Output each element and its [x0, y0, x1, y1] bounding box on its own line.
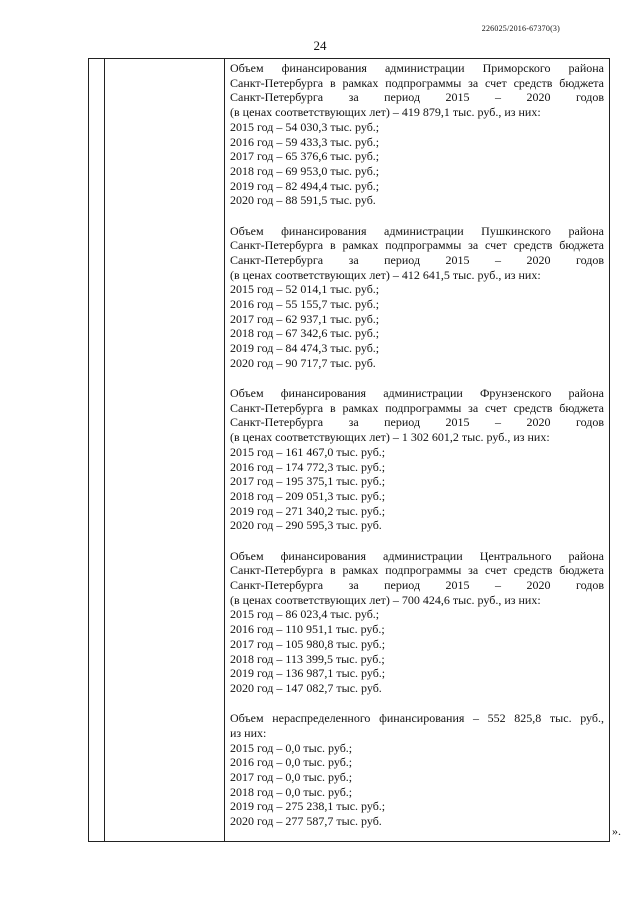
table-column-divider-2 — [224, 59, 225, 841]
year-amount-line: 2018 год – 0,0 тыс. руб.; — [230, 784, 353, 799]
financing-block — [230, 711, 604, 829]
year-amount-line: 2020 год – 277 587,7 тыс. руб. — [230, 814, 382, 829]
year-amount-line: 2016 год – 59 433,3 тыс. руб.; — [230, 134, 380, 149]
year-amount-line: 2020 год – 88 591,5 тыс. руб. — [230, 193, 376, 208]
year-amount-line: 2015 год – 0,0 тыс. руб.; — [230, 740, 353, 755]
total-line: (в ценах соответствующих лет) – 1 302 601,2 тыс. руб., из них: — [230, 430, 550, 445]
financing-text-cell — [230, 61, 604, 829]
year-amount-line: 2017 год – 62 937,1 тыс. руб.; — [230, 311, 380, 326]
justified-line: Санкт-Петербурга за период 2015 – 2020 годов — [230, 578, 604, 592]
year-amount-line: 2020 год – 90 717,7 тыс. руб. — [230, 355, 376, 370]
year-amount-line: 2016 год – 174 772,3 тыс. руб.; — [230, 459, 386, 474]
year-amount-line: 2017 год – 195 375,1 тыс. руб.; — [230, 474, 386, 489]
justified-line: Объем финансирования администрации Пушкинского района — [230, 223, 604, 238]
table-column-divider-1 — [104, 59, 105, 841]
total-line: из них: — [230, 725, 267, 740]
page-number: 24 — [313, 38, 327, 53]
year-amount-line: 2017 год – 65 376,6 тыс. руб.; — [230, 149, 380, 164]
justified-line: Объем финансирования администрации Центрального района — [230, 548, 604, 563]
year-amount-line: 2016 год – 55 155,7 тыс. руб.; — [230, 297, 380, 312]
financing-block — [230, 549, 604, 696]
justified-line: Санкт-Петербурга за период 2015 – 2020 годов — [230, 415, 604, 430]
year-amount-line: 2018 год – 209 051,3 тыс. руб.; — [230, 488, 386, 503]
year-amount-line: 2016 год – 0,0 тыс. руб.; — [230, 755, 353, 770]
justified-line: Санкт-Петербурга за период 2015 – 2020 годов — [230, 90, 604, 105]
financing-block — [230, 61, 604, 208]
justified-line: Санкт-Петербурга в рамках подпрограммы за счет средств бюджета — [230, 563, 604, 578]
year-amount-line: 2019 год – 271 340,2 тыс. руб.; — [230, 503, 386, 518]
year-amount-line: 2018 год – 113 399,5 тыс. руб.; — [230, 651, 385, 666]
year-amount-line: 2019 год – 136 987,1 тыс. руб.; — [230, 666, 386, 681]
year-amount-line: 2015 год – 161 467,0 тыс. руб.; — [230, 444, 386, 459]
justified-line: Объем нераспределенного финансирования – 552 825,8 тыс. руб., — [230, 711, 604, 726]
justified-line: Санкт-Петербурга в рамках подпрограммы за счет средств бюджета — [230, 400, 604, 415]
justified-line: Объем финансирования администрации Приморского района — [230, 61, 604, 75]
total-line: (в ценах соответствующих лет) – 700 424,6 тыс. руб., из них: — [230, 592, 541, 607]
total-line: (в ценах соответствующих лет) – 412 641,5 тыс. руб., из них: — [230, 267, 541, 282]
justified-line: Санкт-Петербурга в рамках подпрограммы за счет средств бюджета — [230, 75, 604, 90]
year-amount-line: 2016 год – 110 951,1 тыс. руб.; — [230, 622, 385, 637]
total-line: (в ценах соответствующих лет) – 419 879,1 тыс. руб., из них: — [230, 105, 541, 120]
year-amount-line: 2017 год – 0,0 тыс. руб.; — [230, 769, 353, 784]
year-amount-line: 2019 год – 84 474,3 тыс. руб.; — [230, 341, 380, 356]
justified-line: Санкт-Петербурга за период 2015 – 2020 годов — [230, 252, 604, 267]
year-amount-line: 2020 год – 290 595,3 тыс. руб. — [230, 518, 382, 533]
year-amount-line: 2015 год – 54 030,3 тыс. руб.; — [230, 119, 380, 134]
financing-table — [88, 58, 610, 842]
year-amount-line: 2015 год – 52 014,1 тыс. руб.; — [230, 282, 380, 297]
financing-block — [230, 386, 604, 533]
year-amount-line: 2019 год – 275 238,1 тыс. руб.; — [230, 799, 386, 814]
closing-quote-mark: ». — [612, 824, 621, 838]
justified-line: Объем финансирования администрации Фрунзенского района — [230, 386, 604, 401]
table-border-right — [609, 59, 610, 841]
year-amount-line: 2015 год – 86 023,4 тыс. руб.; — [230, 607, 380, 622]
year-amount-line: 2019 год – 82 494,4 тыс. руб.; — [230, 178, 380, 193]
justified-line: Санкт-Петербурга в рамках подпрограммы за счет средств бюджета — [230, 238, 604, 253]
financing-block — [230, 224, 604, 371]
year-amount-line: 2020 год – 147 082,7 тыс. руб. — [230, 680, 382, 695]
year-amount-line: 2018 год – 69 953,0 тыс. руб.; — [230, 163, 380, 178]
year-amount-line: 2017 год – 105 980,8 тыс. руб.; — [230, 636, 386, 651]
document-code: 226025/2016-67370(3) — [481, 24, 560, 33]
year-amount-line: 2018 год – 67 342,6 тыс. руб.; — [230, 326, 380, 341]
table-border-left — [88, 59, 89, 841]
